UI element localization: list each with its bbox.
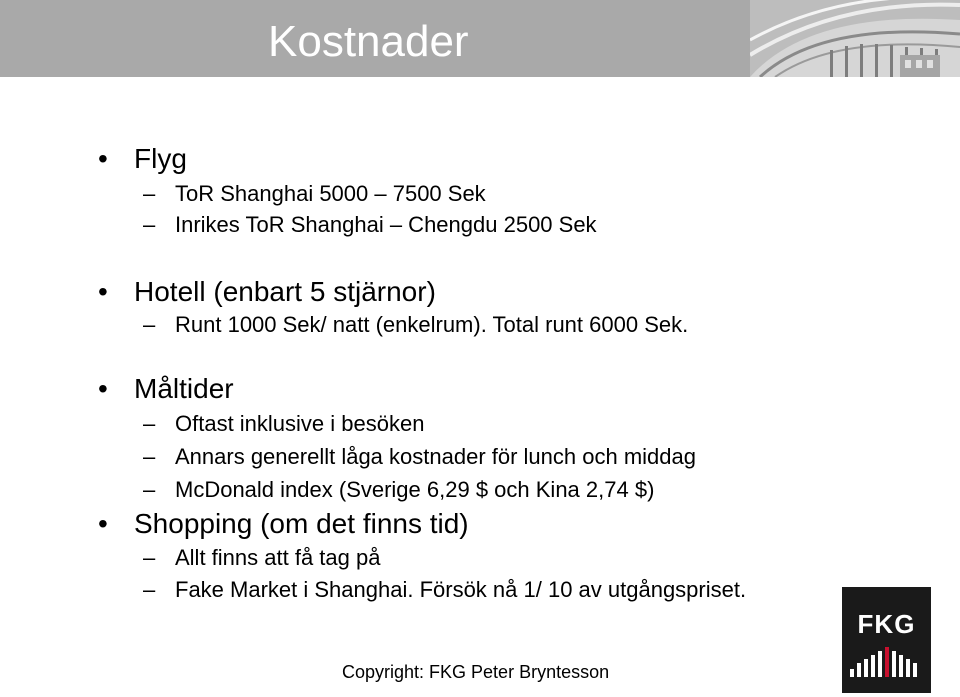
bullet-marker: • <box>98 276 108 307</box>
sub-marker: – <box>143 411 156 436</box>
sub-text: Runt 1000 Sek/ natt (enkelrum). Total runt 6000 Sek. <box>175 312 689 337</box>
sub-marker: – <box>143 212 156 237</box>
sub-marker: – <box>143 312 156 337</box>
bullet-marker: • <box>98 373 108 404</box>
copyright-text: Copyright: FKG Peter Bryntesson <box>342 662 610 682</box>
sub-marker: – <box>143 577 156 602</box>
bullet-marker: • <box>98 143 108 174</box>
sub-text: Fake Market i Shanghai. Försök nå 1/ 10 av utgångspriset. <box>175 577 747 602</box>
sub-text: Allt finns att få tag på <box>175 545 381 570</box>
logo-text: FKG <box>857 609 916 639</box>
slide-title: Kostnader <box>268 17 469 66</box>
sub-text: Annars generellt låga kostnader för lunch och middag <box>175 444 696 469</box>
sub-text: McDonald index (Sverige 6,29 $ och Kina 2,74 $) <box>175 477 655 502</box>
sub-text: Inrikes ToR Shanghai – Chengdu 2500 Sek <box>175 212 597 237</box>
sub-text: ToR Shanghai 5000 – 7500 Sek <box>175 181 486 206</box>
bullet-text: Shopping (om det finns tid) <box>134 508 469 539</box>
sub-marker: – <box>143 444 156 469</box>
fkg-logo-icon <box>850 647 923 683</box>
bullet-text: Måltider <box>134 373 234 404</box>
bullet-text: Flyg <box>134 143 187 174</box>
sub-marker: – <box>143 477 156 502</box>
bullet-marker: • <box>98 508 108 539</box>
bullet-text: Hotell (enbart 5 stjärnor) <box>134 276 436 307</box>
sub-marker: – <box>143 181 156 206</box>
header-building-image <box>750 0 960 77</box>
sub-text: Oftast inklusive i besöken <box>175 411 425 436</box>
fkg-logo <box>842 587 931 693</box>
sub-marker: – <box>143 545 156 570</box>
